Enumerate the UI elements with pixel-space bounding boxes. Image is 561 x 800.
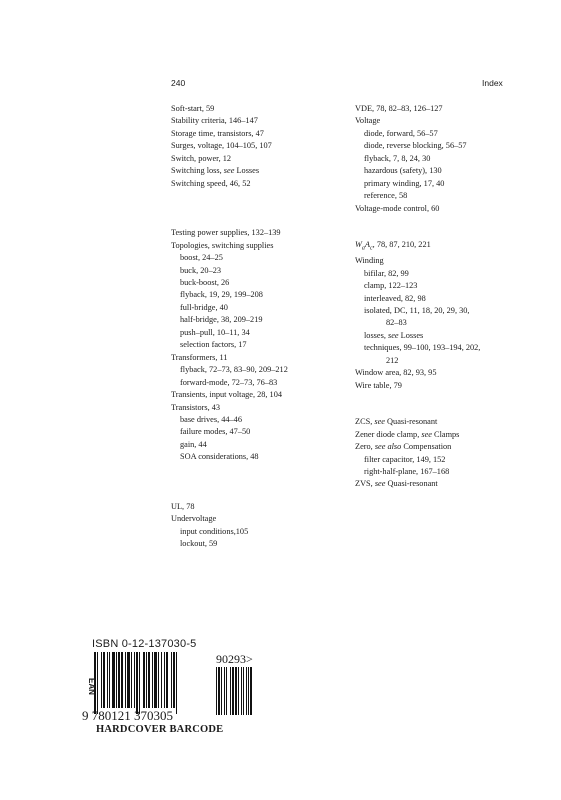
index-gap xyxy=(171,464,288,501)
index-entry: Window area, 82, 93, 95 xyxy=(355,368,437,378)
barcode-bar xyxy=(235,667,237,715)
barcode-bar xyxy=(125,652,126,708)
index-subentry: primary winding, 17, 40 xyxy=(364,178,445,188)
barcode-digits: 9 780121 370305 xyxy=(82,708,173,723)
index-entry: Wire table, 79 xyxy=(355,380,402,390)
index-subentry: 82–83 xyxy=(386,318,407,328)
index-subentry: 212 xyxy=(386,355,399,365)
index-subentry: failure modes, 47–50 xyxy=(180,427,251,437)
index-column-right xyxy=(355,103,480,491)
barcode-bar xyxy=(107,652,108,708)
barcode-bar xyxy=(171,652,172,708)
barcode-bar xyxy=(221,667,222,715)
barcode-bar xyxy=(218,667,220,715)
barcode-bar xyxy=(109,652,110,708)
index-entry: Winding xyxy=(355,256,384,266)
barcode-bar xyxy=(97,652,98,714)
barcode-bar xyxy=(246,667,247,715)
index-entry: Switching loss, see Losses xyxy=(171,166,260,176)
index-entry: Undervoltage xyxy=(171,514,217,524)
barcode-bar xyxy=(116,652,117,708)
index-subentry: diode, forward, 56–57 xyxy=(364,128,438,138)
index-subentry: flyback, 19, 29, 199–208 xyxy=(180,290,263,300)
index-gap xyxy=(171,190,288,227)
index-entry: Switching speed, 46, 52 xyxy=(171,178,251,188)
index-entry: Topologies, switching supplies xyxy=(171,240,274,250)
barcode-addon: 90293> xyxy=(216,652,253,666)
index-subentry: forward-mode, 72–73, 76–83 xyxy=(180,377,278,387)
barcode-bar xyxy=(131,652,132,708)
index-subentry: boost, 24–25 xyxy=(180,253,223,263)
index-subentry: filter capacitor, 149, 152 xyxy=(364,454,446,464)
barcode-bar xyxy=(226,667,227,715)
index-subentry: flyback, 72–73, 83–90, 209–212 xyxy=(180,365,288,375)
index-subentry: full-bridge, 40 xyxy=(180,302,228,312)
index-subentry: push–pull, 10–11, 34 xyxy=(180,327,250,337)
index-entry: UL, 78 xyxy=(171,501,195,511)
barcode-bar xyxy=(166,652,168,708)
barcode-bar xyxy=(118,652,120,708)
index-entry: Stability criteria, 146–147 xyxy=(171,116,258,126)
barcode-bar xyxy=(146,652,147,708)
index-gap xyxy=(355,215,480,239)
barcode-bar xyxy=(148,652,150,708)
index-subentry: bifilar, 82, 99 xyxy=(364,268,409,278)
index-subentry: buck-boost, 26 xyxy=(180,277,230,287)
index-subentry: clamp, 122–123 xyxy=(364,281,418,291)
index-entry: Transistors, 43 xyxy=(171,402,221,412)
index-gap xyxy=(355,392,480,416)
index-entry: Zener diode clamp, see Clamps xyxy=(355,429,460,439)
index-subentry: right-half-plane, 167–168 xyxy=(364,466,450,476)
index-subentry: interleaved, 82, 98 xyxy=(364,293,426,303)
barcode-bar xyxy=(112,652,115,708)
index-entry: Surges, voltage, 104–105, 107 xyxy=(171,141,272,151)
index-entry: Switch, power, 12 xyxy=(171,153,232,163)
index-entry: $W_aA_c$, 78, 87, 210, 221 xyxy=(355,240,431,252)
barcode-bar xyxy=(121,652,123,708)
index-column-left xyxy=(171,103,288,551)
index-subentry: gain, 44 xyxy=(180,439,207,449)
barcode-bar xyxy=(216,667,217,715)
barcode-bar xyxy=(152,652,153,708)
barcode-bar xyxy=(127,652,130,708)
barcode-bar xyxy=(243,667,244,715)
barcode-caption: HARDCOVER BARCODE xyxy=(96,724,224,735)
index-entry: ZCS, see Quasi-resonant xyxy=(355,417,438,427)
index-subentry: flyback, 7, 8, 24, 30 xyxy=(364,153,431,163)
index-subentry: reference, 58 xyxy=(364,191,408,201)
barcode-bar xyxy=(164,652,165,708)
barcode-bar xyxy=(173,652,175,708)
index-subentry: diode, reverse blocking, 56–57 xyxy=(364,141,467,151)
ean-label: EAN xyxy=(87,678,96,695)
barcode-bar xyxy=(230,667,231,715)
barcode-bar xyxy=(143,652,145,708)
section-title: Index xyxy=(482,78,503,88)
index-entry: Testing power supplies, 132–139 xyxy=(171,228,281,238)
index-subentry: hazardous (safety), 130 xyxy=(364,166,442,176)
barcode-bar xyxy=(176,652,177,714)
barcode-bar xyxy=(248,667,249,715)
barcode-bar xyxy=(232,667,234,715)
index-subentry: techniques, 99–100, 193–194, 202, xyxy=(364,343,481,353)
index-subentry: isolated, DC, 11, 18, 20, 29, 30, xyxy=(364,306,470,315)
index-subentry: half-bridge, 38, 209–219 xyxy=(180,315,263,325)
isbn-text: ISBN 0-12-137030-5 xyxy=(92,638,197,650)
index-entry: Voltage xyxy=(355,116,381,126)
page-number: 240 xyxy=(171,78,186,88)
index-entry: Soft-start, 59 xyxy=(171,104,215,113)
index-entry: Transformers, 11 xyxy=(171,352,228,362)
barcode-bar xyxy=(101,652,102,708)
barcode-bar xyxy=(224,667,225,715)
isbn-barcode xyxy=(82,638,302,738)
barcode-bar xyxy=(161,652,162,708)
index-subentry: buck, 20–23 xyxy=(180,265,222,275)
index-entry: Zero, see also Compensation xyxy=(355,442,452,452)
index-subentry: input conditions,105 xyxy=(180,526,249,536)
barcode-bar xyxy=(134,652,135,708)
barcode-bar xyxy=(154,652,157,708)
barcode-bar xyxy=(139,652,140,714)
index-subentry: losses, see Losses xyxy=(364,330,424,340)
barcode-bar xyxy=(250,667,252,715)
index-entry: Storage time, transistors, 47 xyxy=(171,128,264,138)
index-subentry: base drives, 44–46 xyxy=(180,414,242,424)
barcode-bar xyxy=(103,652,105,708)
index-entry: Voltage-mode control, 60 xyxy=(355,203,440,213)
index-entry: ZVS, see Quasi-resonant xyxy=(355,479,438,489)
index-entry: Transients, input voltage, 28, 104 xyxy=(171,390,283,400)
index-entry: VDE, 78, 82–83, 126–127 xyxy=(355,104,443,113)
barcode-bar xyxy=(136,652,138,714)
index-subentry: selection factors, 17 xyxy=(180,340,247,350)
barcode-bar xyxy=(241,667,242,715)
barcode-bar xyxy=(238,667,239,715)
index-subentry: SOA considerations, 48 xyxy=(180,452,259,462)
index-subentry: lockout, 59 xyxy=(180,539,218,549)
barcode-bar xyxy=(158,652,159,708)
